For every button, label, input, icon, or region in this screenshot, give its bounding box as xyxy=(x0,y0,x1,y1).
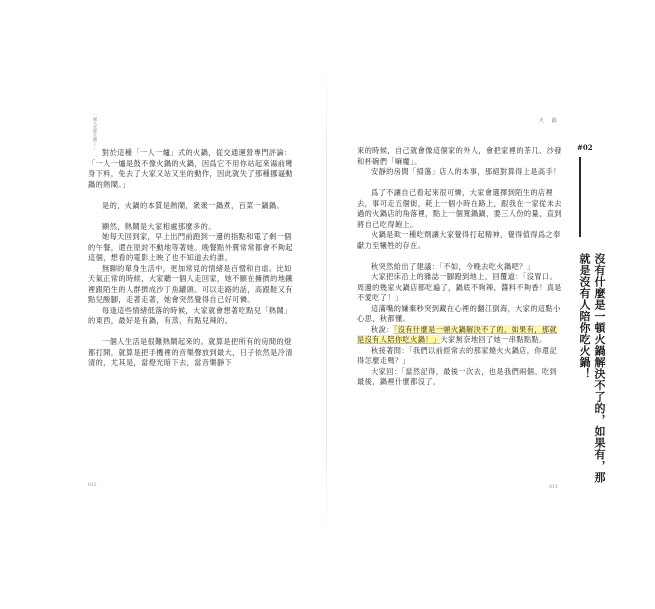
paragraph-break xyxy=(357,178,564,189)
highlighted-quote: 「沒有什麼是一頓火鍋解決不了的，如果有，那就是沒有人陪你吃火鍋！」 xyxy=(357,324,558,344)
paragraph: 安靜的房間「掃蕩」店人的本事，那絕對算得上是高手！ xyxy=(371,167,561,176)
paragraph: 她每天回到家，早上出門前跑到一邊的指點和電了剩一個的午餐，還在原封不動地等著她。晚餐點外賣常常都會不夠起這個，想看的電影上映了也不知道去約誰。 xyxy=(88,232,293,262)
paragraph: 秋接著問：「我們以前經常去的那家燒火火鍋店，你還記得怎麼走嗎？」 xyxy=(357,345,558,365)
right-page-body xyxy=(357,146,564,388)
paragraph: 無聊的單身生活中，更加常見的情緒是百憎和自虐。比如天氣正常的時候，大家聽一個人走回家，她不願在擁擠的地鐵裡跟陌生的人群擠成沙丁魚罐頭。可以走路的話，高跟鞋又有點兒酸腳，走著走著，她會突然覺得自己好可憐。 xyxy=(88,263,293,304)
paragraph: 對於這種「一人一爐」式的火鍋，從交通運營專門評論：「一人一爐是鼓不像火鍋的火鍋，因爲它不用你站起來湯前彎身下料，免去了大家又站又坐的動作，因此就失了那種挪逼動鍋的熱鬧。」 xyxy=(88,148,293,189)
left-running-head: 一個人也能火鍋了 ... xyxy=(93,113,98,151)
quote-followup: 大家無奈地回了她一串點點點。 xyxy=(440,335,547,344)
paragraph-break xyxy=(357,251,564,262)
paragraph-break xyxy=(88,327,295,338)
paragraph: 火鍋是欺一種吃劑讓大家覺得打起精神，覺得值得爲之奉獻力至犧牲的存在。 xyxy=(357,230,561,250)
book-gutter xyxy=(326,60,327,540)
right-page-number: 013 xyxy=(549,485,558,490)
paragraph: 這滿嘴的嫌棄秒突到藏在心裡的翻江倒海，大家的這點小心思，秋都懂。 xyxy=(357,303,561,323)
paragraph: 一個人生活是很難熱鬧起來的。就算是把所有的房間的燈都打開，就算是把手機裡的音樂聲放到最大，日子依然是冷清清的，尤其是，當燈光暗下去，當音樂靜下 xyxy=(88,337,293,367)
paragraph: 顯然，熱鬧是大家相處那麼多的。 xyxy=(102,221,216,231)
paragraph-break xyxy=(88,211,295,222)
paragraph: 大家回：「當然記得，最後一次去，也是我們兩個。吃到最後，鍋裡什麼都沒了， xyxy=(357,366,558,386)
paragraph: 爲了不讓自己看起來很可憐，大家會選擇到陌生的店裡去，事可走五個街，耗上一個小時在路上，跟我在一家從未去過的火鍋店的角落裡，點上一個寬鍋鍋，要三人份的量，直到將自己吃得飽上。 xyxy=(357,188,562,229)
left-page-body xyxy=(88,148,295,369)
vertical-pull-quote: 沒有什麼是一頓火鍋解決不了的，如果有，那就是沒有人陪你吃火鍋！ xyxy=(578,253,606,483)
right-running-head: 火 鍋 xyxy=(539,118,560,124)
paragraph: 秋突然給出了建議：「不如，今晚去吃火鍋吧？」 xyxy=(371,261,535,271)
paragraph: 是的，火鍋的本質是熱鬧，衆衆一鍋煮，百菜一鍋鍋。 xyxy=(102,200,285,210)
quote-intro: 秋說： xyxy=(371,324,394,334)
paragraph: 來的時候，自己就會像這個家的外人，會把家裡的茶几、沙發和杯碗們「嘛魔」。 xyxy=(357,146,562,166)
chapter-rule xyxy=(579,157,581,237)
chapter-number: #02 xyxy=(577,143,593,152)
paragraph-break xyxy=(88,190,295,201)
highlighted-paragraph xyxy=(357,325,564,346)
paragraph: 大家把床沿上的雜誌一腳蹬到地上，回覆道：「沒胃口。周邊的幾家火鍋店都吃遍了，鍋底不夠辣，醬料不夠香！真是不愛吃了！」 xyxy=(357,272,562,302)
left-page-number: 012 xyxy=(88,483,97,488)
paragraph: 每逢這些情緒低落的時候，大家就會想著吃點兒「熱鬧」的東西，最好是有鍋，有蒸，有點兒辣的。 xyxy=(88,305,292,325)
